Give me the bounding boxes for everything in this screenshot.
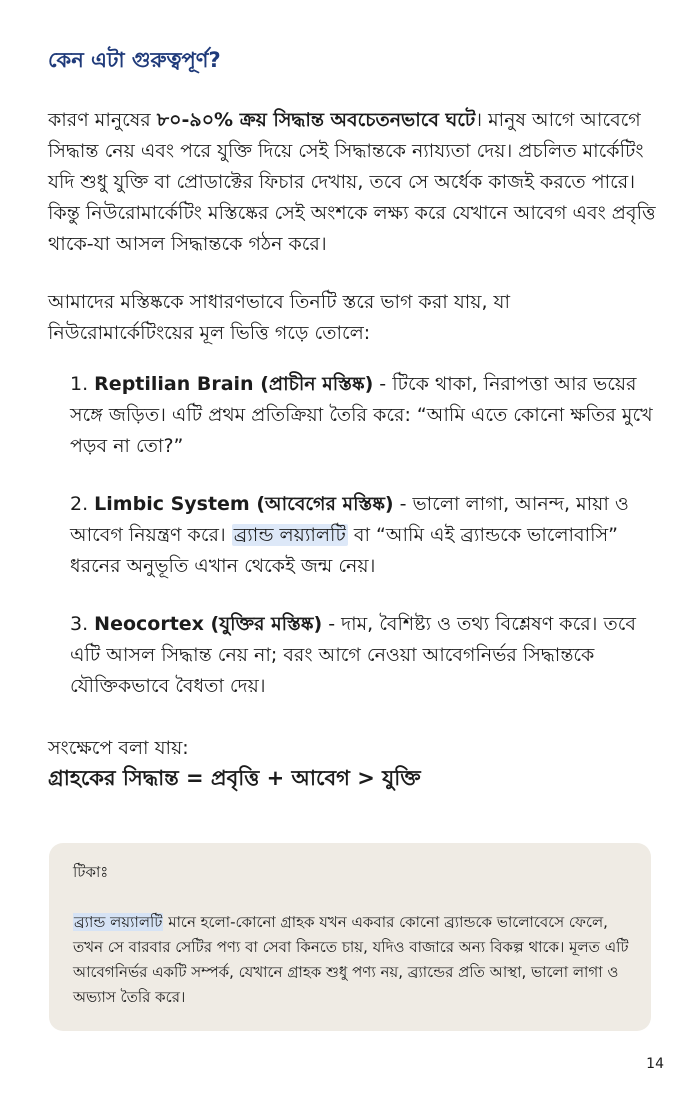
brain-layers-intro: আমাদের মস্তিষ্ককে সাধারণভাবে তিনটি স্তরে ভাগ করা যায়, যা নিউরোমার্কেটিংয়ের মূল ভিত্তি গড়ে তোলে: — [48, 291, 511, 344]
section-heading: কেন এটা গুরুত্বপূর্ণ? — [48, 48, 221, 72]
intro-text-start: কারণ মানুষের — [48, 109, 157, 131]
note-highlighted-term: ব্র্যান্ড লয়্যালটি — [74, 913, 163, 931]
note-body — [73, 910, 633, 1010]
intro-text-rest: । মানুষ আগে আবেগে সিদ্ধান্ত নেয় এবং পরে যুক্তি দিয়ে সেই সিদ্ধান্তকে ন্যায্যতা দেয়। প্রচলিত মার্কেটিং যদি শুধু যুক্তি বা প্রোডাক্টের ফিচার দেখায়, তবে সে অর্ধেক কাজই করতে পারে। কিন্তু নিউরোমার্কেটিং মস্তিষ্কের সেই অংশকে লক্ষ্য করে যেখানে আবেগ এবং প্রবৃত্তি থাকে-যা আসল সিদ্ধান্তকে গঠন করে। — [48, 109, 656, 255]
item-description-start: - ভালো লাগা, আনন্দ, মায়া ও আবেগ নিয়ন্ত্রণ করে। — [70, 493, 629, 546]
intro-bold-statistic: ৮০-৯০% ক্রয় সিদ্ধান্ত অবচেতনভাবে ঘটে — [156, 109, 476, 131]
item-number: 3. — [70, 613, 95, 635]
summary-formula: গ্রাহকের সিদ্ধান্ত = প্রবৃত্তি + আবেগ > যুক্তি — [48, 766, 421, 790]
item-title: Reptilian Brain (প্রাচীন মস্তিষ্ক) — [94, 373, 374, 395]
intro-paragraph — [48, 105, 658, 260]
note-title: টিকাঃ — [73, 863, 109, 881]
item-title: Limbic System (আবেগের মস্তিষ্ক) — [94, 493, 394, 515]
item-number: 2. — [70, 493, 95, 515]
item-description: - টিকে থাকা, নিরাপত্তা আর ভয়ের সঙ্গে জড়িত। এটি প্রথম প্রতিক্রিয়া তৈরি করে: “আমি এতে কোনো ক্ষতির মুখে পড়ব না তো?” — [70, 373, 653, 457]
item-description: - দাম, বৈশিষ্ট্য ও তথ্য বিশ্লেষণ করে। তবে এটি আসল সিদ্ধান্ত নেয় না; বরং আগে নেওয়া আবেগনির্ভর সিদ্ধান্তকে যৌক্তিকভাবে বৈধতা দেয়। — [70, 613, 636, 697]
summary-intro: সংক্ষেপে বলা যায়: — [48, 737, 189, 759]
page-number: 14 — [646, 1056, 664, 1072]
highlighted-term-brand-loyalty: ব্র্যান্ড লয়্যালটি — [233, 524, 346, 546]
list-item-neocortex — [70, 609, 658, 702]
note-text: মানে হলো-কোনো গ্রাহক যখন একবার কোনো ব্র্যান্ডকে ভালোবেসে ফেলে, তখন সে বারবার সেটির পণ্য বা সেবা কিনতে চায়, যদিও বাজারে অন্য বিকল্প থাকে। মূলত এটি আবেগনির্ভর একটি সম্পর্ক, যেখানে গ্রাহক শুধু পণ্য নয়, ব্র্যান্ডের প্রতি আস্থা, ভালো লাগা ও অভ্যাস তৈরি করে। — [73, 913, 629, 1006]
item-description-end: বা “আমি এই ব্র্যান্ডকে ভালোবাসি” ধরনের অনুভূতি এখান থেকেই জন্ম নেয়। — [70, 524, 618, 577]
list-item-reptilian-brain — [70, 369, 658, 462]
list-item-limbic-system — [70, 489, 658, 582]
item-number: 1. — [70, 373, 95, 395]
item-title: Neocortex (যুক্তির মস্তিষ্ক) — [94, 613, 323, 635]
